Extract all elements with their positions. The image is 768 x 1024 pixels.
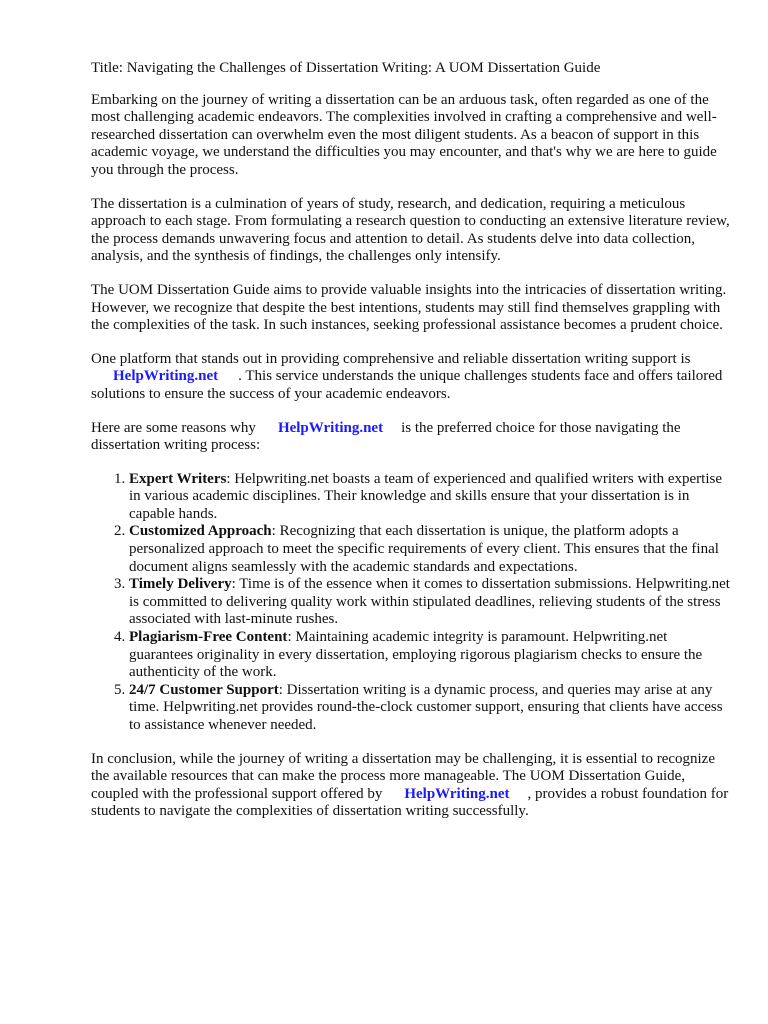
paragraph-platform-text-after: . This service understands the unique challenges students face and offers tailored solutions to ensure the success of your academic endeavors. xyxy=(91,368,723,402)
paragraph-reasons-text-before: Here are some reasons why xyxy=(91,419,256,436)
list-item-title: 24/7 Customer Support xyxy=(129,681,279,698)
list-item xyxy=(129,576,731,629)
list-item-text: : Helpwriting.net boasts a team of experienced and qualified writers with expertise in various academic disciplines. Their knowledge and skills ensure that your dissertation is in capable hands. xyxy=(129,470,723,522)
list-item xyxy=(129,629,731,682)
list-item-title: Timely Delivery xyxy=(129,576,232,593)
paragraph-conclusion xyxy=(91,751,731,821)
list-item-title: Plagiarism-Free Content xyxy=(129,629,288,646)
list-item-text: : Maintaining academic integrity is paramount. Helpwriting.net guarantees originality in every dissertation, employing rigorous plagiarism checks to ensure the authenticity of the work. xyxy=(129,629,703,681)
list-item xyxy=(129,523,731,576)
paragraph-culmination: The dissertation is a culmination of years of study, research, and dedication, requiring a meticulous approach to each stage. From formulating a research question to conducting an extensive literature review, the process demands unwavering focus and attention to detail. As students delve into data collection, analysis, and the synthesis of findings, the challenges only intensify. xyxy=(91,195,730,265)
list-item-title: Expert Writers xyxy=(129,470,227,487)
helpwriting-link-3[interactable]: HelpWriting.net xyxy=(404,785,510,802)
paragraph-platform-text-before: One platform that stands out in providing comprehensive and reliable dissertation writing support is xyxy=(91,350,691,367)
list-item-text: : Time is of the essence when it comes to dissertation submissions. Helpwriting.net is committed to delivering quality work within stipulated deadlines, relieving students of the stress associated with last-minute rushes. xyxy=(129,576,730,628)
paragraph-conclusion-text-before: In conclusion, while the journey of writing a dissertation may be challenging, it is essential to recognize the available resources that can make the process more manageable. The UOM Dissertation Guide, coupled with the professional support offered by xyxy=(91,750,716,802)
list-item-text: : Recognizing that each dissertation is unique, the platform adopts a personalized approach to meet the specific requirements of every client. This ensures that the final document aligns seamlessly with the academic standards and expectations. xyxy=(129,523,719,575)
paragraph-conclusion-text-after: , provides a robust foundation for students to navigate the complexities of dissertation writing successfully. xyxy=(91,785,729,820)
helpwriting-link-1[interactable]: HelpWriting.net xyxy=(113,368,219,385)
paragraph-platform xyxy=(91,351,731,404)
document-title: Title: Navigating the Challenges of Dissertation Writing: A UOM Dissertation Guide xyxy=(91,60,601,76)
paragraph-reasons-intro xyxy=(91,420,731,455)
paragraph-intro: Embarking on the journey of writing a dissertation can be an arduous task, often regarded as one of the most challenging academic endeavors. The complexities involved in crafting a comprehensive and well-researched dissertation can overwhelm even the most diligent students. As a beacon of support in this academic voyage, we understand the difficulties you may encounter, and that's why we are here to guide you through the process. xyxy=(91,91,717,178)
list-item-title: Customized Approach xyxy=(129,523,272,540)
list-item xyxy=(129,682,731,735)
paragraph-guide-aims: The UOM Dissertation Guide aims to provide valuable insights into the intricacies of dissertation writing. However, we recognize that despite the best intentions, students may still find themselves grappling with the complexities of the task. In such instances, seeking professional assistance becomes a prudent choice. xyxy=(91,281,727,334)
document-page xyxy=(91,60,731,837)
reasons-list xyxy=(91,471,731,735)
paragraph-reasons-text-after: is the preferred choice for those navigating the dissertation writing process: xyxy=(91,419,681,454)
list-item-text: : Dissertation writing is a dynamic process, and queries may arise at any time. Helpwriting.net provides round-the-clock customer support, ensuring that clients have access to assistance whenever needed. xyxy=(129,681,723,733)
list-item xyxy=(129,471,731,524)
helpwriting-link-2[interactable]: HelpWriting.net xyxy=(277,419,384,436)
